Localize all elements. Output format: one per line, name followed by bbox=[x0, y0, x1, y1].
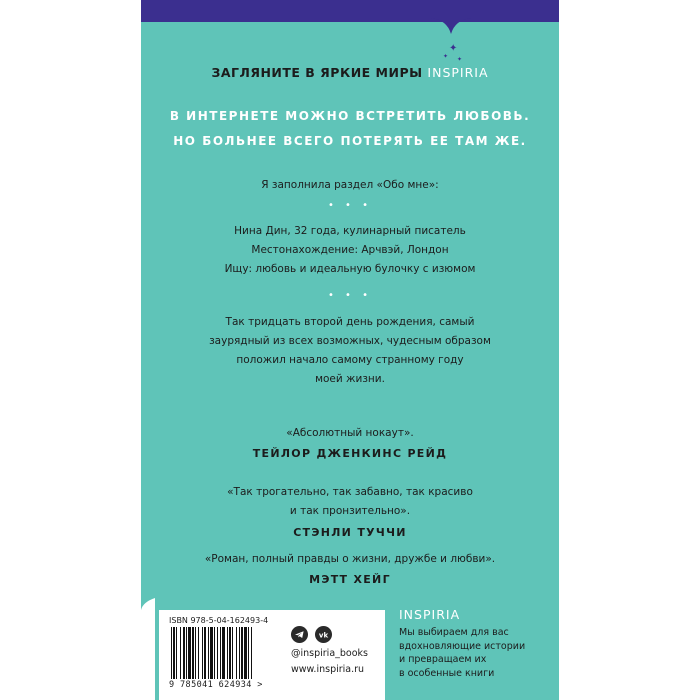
quote-text bbox=[141, 483, 559, 521]
publisher-slogan bbox=[399, 626, 559, 680]
publisher-brand: INSPIRIA bbox=[399, 607, 461, 622]
social-handle[interactable]: @inspiria_books bbox=[291, 648, 369, 659]
quote-line: и так пронзительно». bbox=[289, 505, 411, 517]
page-notch bbox=[141, 598, 155, 700]
story-line: Так тридцать второй день рождения, самый bbox=[225, 316, 475, 328]
slogan-line: вдохновляющие истории bbox=[399, 640, 526, 652]
story-line: заурядный из всех возможных, чудесным образом bbox=[209, 335, 491, 347]
quote-author: СТЭНЛИ ТУЧЧИ bbox=[293, 526, 407, 539]
bookmark-tab bbox=[431, 18, 471, 34]
slogan-line: и превращаем их bbox=[399, 654, 487, 665]
isbn-text: ISBN 978-5-04-162493-4 bbox=[169, 616, 269, 625]
story-block bbox=[141, 313, 559, 389]
sparkle-icon: ✦ bbox=[457, 56, 463, 63]
series-label: ЗАГЛЯНИТЕ В ЯРКИЕ МИРЫ bbox=[211, 65, 423, 80]
sparkle-icon: ✦ bbox=[449, 43, 458, 54]
slogan-line: Мы выбираем для вас bbox=[399, 627, 509, 638]
separator-dots: • • • bbox=[327, 290, 373, 301]
slogan-line: в особенные книги bbox=[399, 667, 495, 679]
profile-line: Ищу: любовь и идеальную булочку с изюмом bbox=[224, 263, 476, 275]
telegram-icon[interactable] bbox=[291, 626, 308, 643]
quote-text: «Роман, полный правды о жизни, дружбе и любви». bbox=[204, 553, 496, 565]
vk-icon[interactable] bbox=[315, 626, 332, 643]
profile-line: Местонахождение: Арчвэй, Лондон bbox=[251, 244, 449, 256]
intro-text: Я заполнила раздел «Обо мне»: bbox=[261, 179, 439, 191]
barcode-number: 9 785041 624934 > bbox=[169, 680, 263, 690]
series-brand: INSPIRIA bbox=[427, 65, 489, 80]
separator-dots: • • • bbox=[327, 200, 373, 211]
profile-line: Нина Дин, 32 года, кулинарный писатель bbox=[234, 225, 466, 237]
story-line: моей жизни. bbox=[315, 373, 385, 385]
profile-block bbox=[141, 222, 559, 279]
top-band bbox=[141, 0, 559, 22]
quote-text: «Абсолютный нокаут». bbox=[286, 427, 414, 439]
svg-text:vk: vk bbox=[318, 631, 329, 640]
story-line: положил начало самому странному году bbox=[236, 354, 464, 366]
series-tagline bbox=[141, 65, 559, 80]
quote-author: МЭТТ ХЕЙГ bbox=[309, 573, 391, 586]
book-back-cover bbox=[141, 0, 559, 700]
quote-line: «Так трогательно, так забавно, так красиво bbox=[227, 486, 473, 498]
headline bbox=[141, 104, 559, 154]
headline-line: НО БОЛЬНЕЕ ВСЕГО ПОТЕРЯТЬ ЕЕ ТАМ ЖЕ. bbox=[173, 134, 527, 148]
website-link[interactable]: www.inspiria.ru bbox=[291, 664, 365, 675]
barcode bbox=[169, 627, 289, 679]
quote-author: ТЕЙЛОР ДЖЕНКИНС РЕЙД bbox=[252, 447, 448, 460]
sparkle-icon: ✦ bbox=[443, 53, 449, 60]
headline-line: В ИНТЕРНЕТЕ МОЖНО ВСТРЕТИТЬ ЛЮБОВЬ. bbox=[169, 109, 531, 123]
